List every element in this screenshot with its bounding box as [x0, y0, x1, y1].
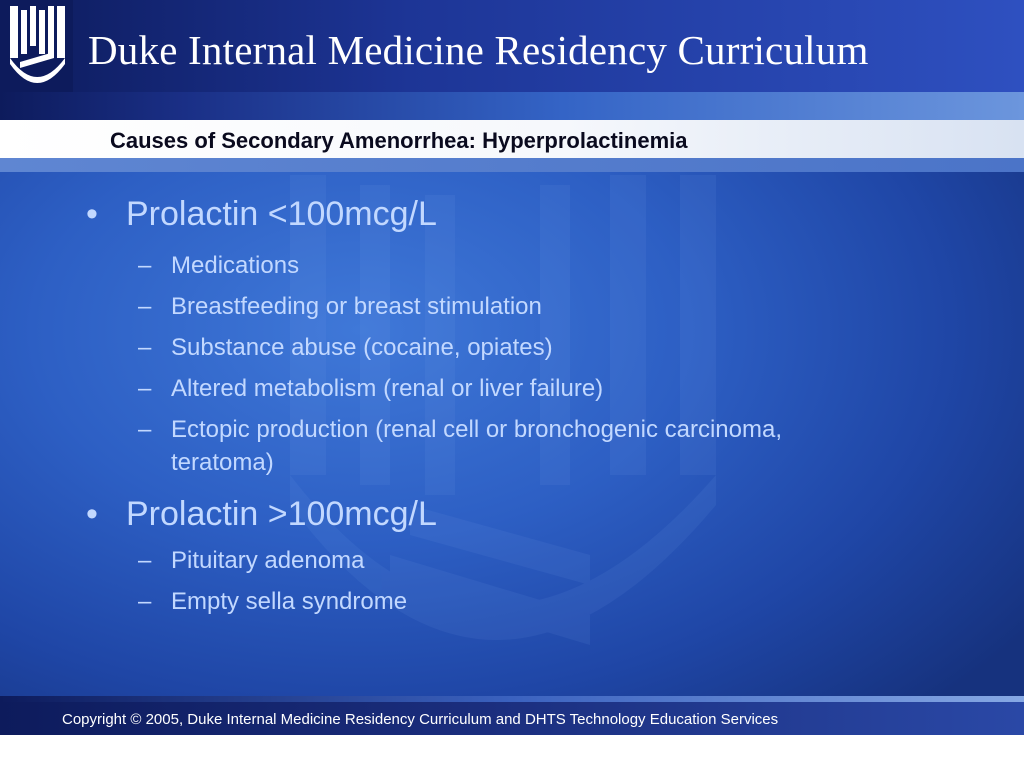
slide-subtitle: Causes of Secondary Amenorrhea: Hyperprolactinemia — [110, 128, 688, 153]
header-title: Duke Internal Medicine Residency Curriculum — [88, 27, 869, 73]
sub-bullet-text: Substance abuse (cocaine, opiates) — [171, 334, 553, 361]
sub-bullet-item — [138, 293, 542, 321]
bullet-text: Prolactin <100mcg/L — [126, 195, 437, 233]
sub-bullet-marker: – — [138, 375, 152, 402]
footer-copyright: Copyright © 2005, Duke Internal Medicine Residency Curriculum and DHTS Technology Education Services — [62, 711, 779, 728]
sub-bullet-text: Ectopic production (renal cell or bronchogenic carcinoma, — [171, 416, 782, 443]
sub-bullet-item — [138, 416, 782, 477]
duke-logo — [0, 0, 73, 92]
sub-bullet-marker: – — [138, 293, 152, 320]
duke-medicine-logo-icon — [6, 4, 68, 88]
bullet-item — [86, 495, 437, 534]
sub-bullet-continuation: teratoma) — [171, 449, 274, 476]
bullet-item — [86, 195, 437, 234]
bullet-marker: • — [86, 495, 98, 533]
sub-bullet-text: Altered metabolism (renal or liver failure) — [171, 375, 604, 402]
sub-bullet-marker: – — [138, 588, 152, 615]
sub-bullet-item — [138, 252, 299, 280]
subtitle-stripe — [0, 158, 1024, 172]
bullet-text: Prolactin >100mcg/L — [126, 495, 437, 533]
sub-bullet-item — [138, 588, 407, 616]
sub-bullet-item — [138, 334, 553, 362]
sub-bullet-text: Pituitary adenoma — [171, 547, 365, 574]
sub-bullet-marker: – — [138, 547, 152, 574]
header-stripe — [0, 92, 1024, 120]
sub-bullet-marker: – — [138, 252, 152, 279]
subtitle-bar — [0, 120, 1024, 158]
footer-band — [0, 702, 1024, 735]
sub-bullet-text: Medications — [171, 252, 300, 279]
sub-bullet-item — [138, 547, 364, 575]
header-band — [0, 0, 1024, 92]
sub-bullet-marker: – — [138, 416, 152, 443]
bullet-marker: • — [86, 195, 98, 233]
sub-bullet-marker: – — [138, 334, 152, 361]
sub-bullet-text: Empty sella syndrome — [171, 588, 408, 615]
sub-bullet-text: Breastfeeding or breast stimulation — [171, 293, 542, 320]
sub-bullet-item — [138, 375, 603, 403]
